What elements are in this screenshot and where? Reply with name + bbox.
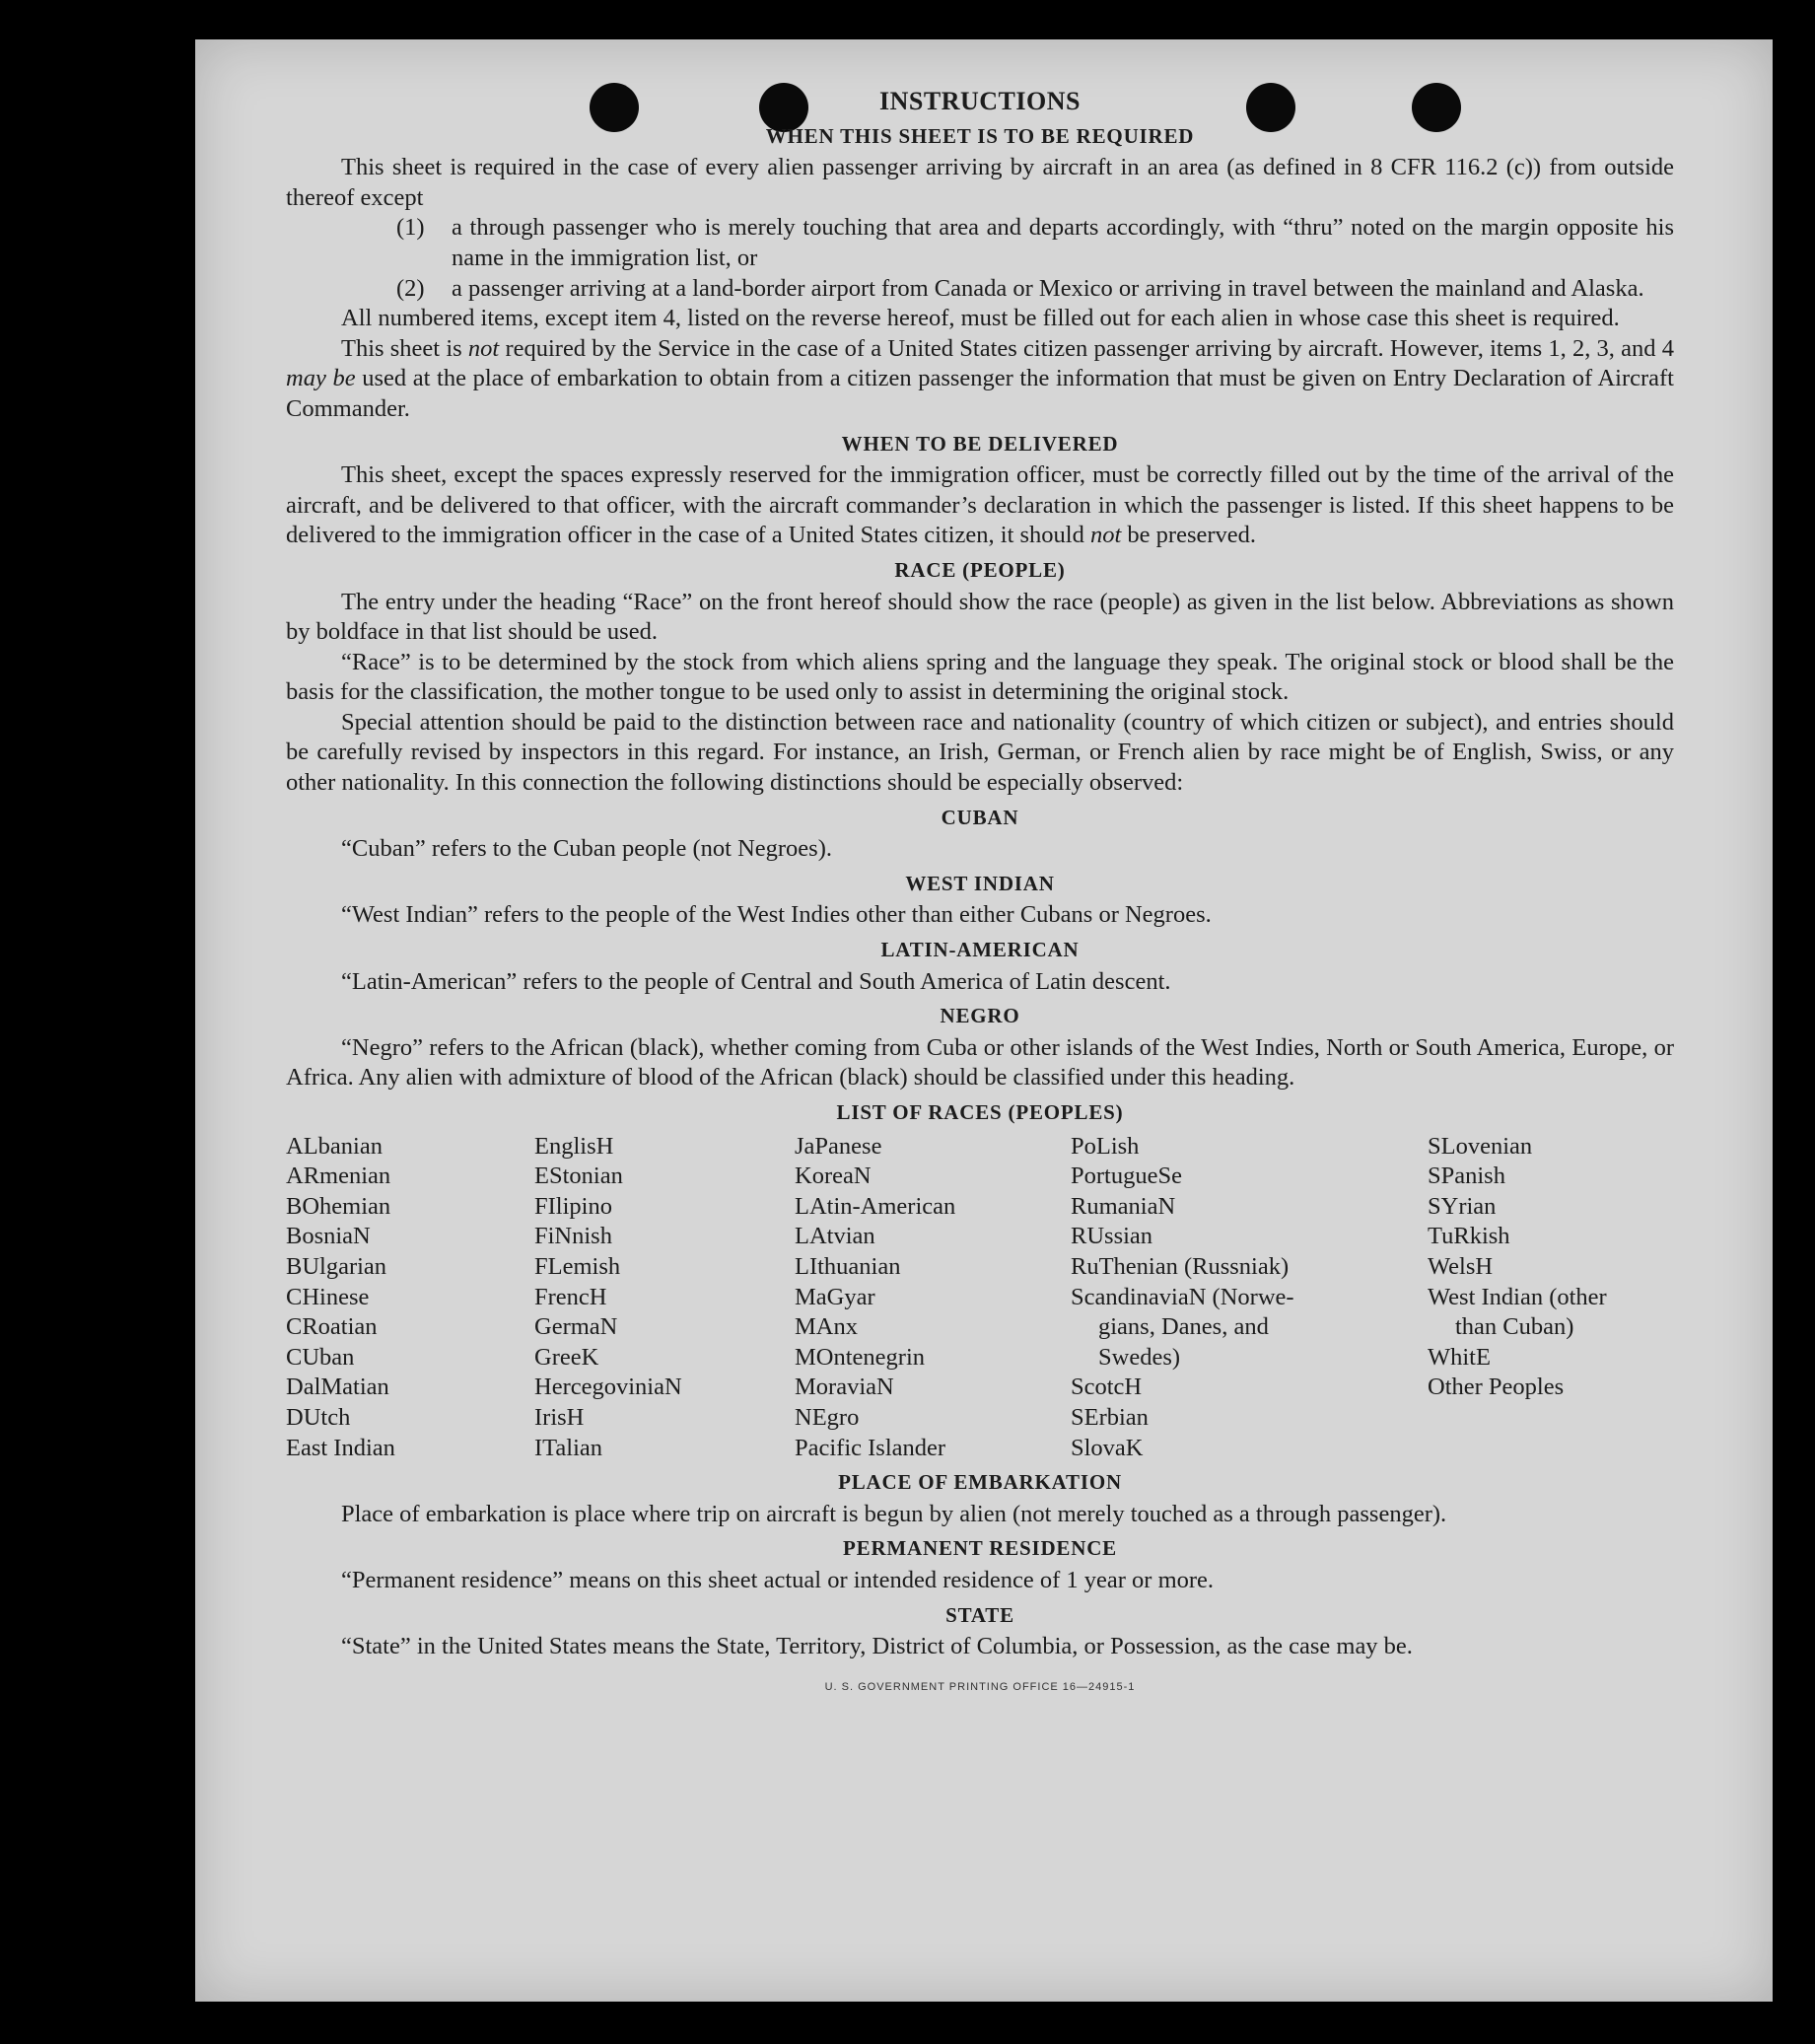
heading-list-of-races: LIST OF RACES (PEOPLES) (836, 1100, 1124, 1124)
paragraph: Special attention should be paid to the distinction between race and nationality (country of which citizen or subject), and entries should be carefully revised by inspectors in this regard. For instance, an Irish, German, or French alien by race might be of English, Swiss, or any other nationality. In this connection the following distinctions should be especially observed: (286, 708, 1674, 797)
race-entry: LAtvian (795, 1223, 875, 1250)
race-entry: ScandinaviaN (Norwe- (1071, 1283, 1294, 1310)
paragraph: All numbered items, except item 4, listed on the reverse hereof, must be filled out for each alien in whose case this sheet is required. (341, 305, 1620, 332)
heading-permanent-residence: PERMANENT RESIDENCE (843, 1536, 1117, 1561)
paragraph: “Cuban” refers to the Cuban people (not Negroes). (341, 835, 832, 863)
race-entry: IrisH (534, 1403, 585, 1431)
race-entry: than Cuban) (1455, 1313, 1574, 1341)
race-entry: SErbian (1071, 1403, 1149, 1431)
race-entry: East Indian (286, 1434, 395, 1461)
race-entry: EnglisH (534, 1132, 614, 1160)
race-entry: SlovaK (1071, 1434, 1144, 1461)
races-column (1428, 1132, 1674, 1464)
paragraph: The entry under the heading “Race” on the front hereof should show the race (people) as given in the list below. Abbreviations as shown by boldface in that list should be used. (286, 588, 1674, 646)
race-entry: West Indian (other (1428, 1283, 1607, 1310)
printer-imprint: U. S. GOVERNMENT PRINTING OFFICE 16—24915-1 (824, 1680, 1136, 1693)
heading-latin-american: LATIN-AMERICAN (880, 938, 1080, 962)
heading-when-delivered: WHEN TO BE DELIVERED (841, 431, 1119, 456)
race-entry: HercegoviniaN (534, 1374, 682, 1401)
paragraph: “Latin-American” refers to the people of Central and South America of Latin descent. (341, 967, 1171, 995)
race-entry: SPanish (1428, 1163, 1505, 1190)
paragraph: “Race” is to be determined by the stock from which aliens spring and the language they speak. The original stock or blood shall be the basis for the classification, the mother tongue to be used only to assist in determining the original stock. (286, 648, 1674, 706)
exception-text: a through passenger who is merely touching that area and departs accordingly, with “thru” noted on the margin opposite his name in the immigration list, or (452, 214, 1674, 271)
race-entry: ARmenian (286, 1163, 391, 1190)
race-entry: PortugueSe (1071, 1163, 1182, 1190)
race-entry: DUtch (286, 1403, 351, 1431)
races-list (286, 1132, 1674, 1464)
race-entry: LIthuanian (795, 1252, 901, 1280)
race-entry: ScotcH (1071, 1374, 1143, 1401)
paragraph: “Permanent residence” means on this sheet actual or intended residence of 1 year or more. (341, 1566, 1215, 1593)
race-entry: SYrian (1428, 1192, 1497, 1220)
race-entry: GreeK (534, 1343, 599, 1371)
race-entry: RuThenian (Russniak) (1071, 1252, 1290, 1280)
heading-cuban: CUBAN (941, 805, 1019, 829)
race-entry: FiNnish (534, 1223, 612, 1250)
race-entry: PoLish (1071, 1132, 1140, 1160)
race-entry: MoraviaN (795, 1374, 894, 1401)
paragraph: This sheet is not required by the Service in the case of a United States citizen passenger arriving by aircraft. However, items 1, 2, 3, and 4 may be used at the place of embarkation to obtain from a citizen passenger the information that must be given on Entry Declaration of Aircraft Commander. (286, 334, 1674, 422)
race-entry: JaPanese (795, 1132, 882, 1160)
heading-place-of-embarkation: PLACE OF EMBARKATION (838, 1470, 1122, 1495)
race-entry: CHinese (286, 1283, 370, 1310)
races-column (795, 1132, 1071, 1464)
race-entry: RumaniaN (1071, 1192, 1176, 1220)
heading-west-indian: WEST INDIAN (905, 871, 1055, 895)
race-entry: Swedes) (1098, 1343, 1181, 1371)
race-entry: CUban (286, 1343, 355, 1371)
race-entry: Pacific Islander (795, 1434, 946, 1461)
race-entry: DalMatian (286, 1374, 389, 1401)
race-entry: BOhemian (286, 1192, 391, 1220)
exception-item (396, 213, 1674, 273)
race-entry: CRoatian (286, 1313, 378, 1341)
instructions-content (286, 87, 1674, 1702)
race-entry: WelsH (1428, 1252, 1494, 1280)
exception-number: (1) (396, 214, 425, 242)
race-entry: MOntenegrin (795, 1343, 925, 1371)
races-column (534, 1132, 795, 1464)
paragraph: This sheet, except the spaces expressly reserved for the immigration officer, must be correctly filled out by the time of the arrival of the aircraft, and be delivered to that officer, with the aircraft commander’s declaration in which the passenger is listed. If this sheet happens to be delivered to the immigration officer in the case of a United States citizen, it should not be preserved. (286, 461, 1674, 549)
race-entry: MaGyar (795, 1283, 875, 1310)
race-entry: NEgro (795, 1403, 860, 1431)
race-entry: BUlgarian (286, 1252, 387, 1280)
race-entry: ITalian (534, 1434, 603, 1461)
races-column (1071, 1132, 1428, 1464)
race-entry: LAtin-American (795, 1192, 956, 1220)
race-entry: gians, Danes, and (1098, 1313, 1269, 1341)
paragraph: “State” in the United States means the State, Territory, District of Columbia, or Possession, as the case may be. (341, 1633, 1413, 1660)
race-entry: FLemish (534, 1252, 621, 1280)
race-entry: Other Peoples (1428, 1374, 1565, 1401)
paragraph: “West Indian” refers to the people of the West Indies other than either Cubans or Negroes. (341, 901, 1212, 929)
heading-state: STATE (945, 1602, 1014, 1627)
paragraph: “Negro” refers to the African (black), whether coming from Cuba or other islands of the West Indies, North or South America, Europe, or Africa. Any alien with admixture of blood of the African (black) should be classified under this heading. (286, 1033, 1674, 1092)
exception-number: (2) (396, 274, 425, 302)
document-page (195, 39, 1773, 2002)
paragraph: Place of embarkation is place where trip on aircraft is begun by alien (not merely touched as a through passenger). (341, 1500, 1447, 1527)
race-entry: FrencH (534, 1283, 607, 1310)
paragraph: This sheet is required in the case of every alien passenger arriving by aircraft in an area (as defined in 8 CFR 116.2 (c)) from outside thereof except (286, 154, 1674, 211)
exception-text: a passenger arriving at a land-border airport from Canada or Mexico or arriving in travel between the mainland and Alaska. (452, 274, 1644, 302)
race-entry: SLovenian (1428, 1132, 1533, 1160)
page-title: INSTRUCTIONS (879, 87, 1081, 115)
race-entry: KoreaN (795, 1163, 872, 1190)
race-entry: ALbanian (286, 1132, 383, 1160)
races-column (286, 1132, 534, 1464)
race-entry: RUssian (1071, 1223, 1153, 1250)
heading-negro: NEGRO (940, 1004, 1020, 1028)
race-entry: WhitE (1428, 1343, 1491, 1371)
exception-item (396, 274, 1674, 305)
heading-when-required: WHEN THIS SHEET IS TO BE REQUIRED (765, 123, 1195, 148)
race-entry: MAnx (795, 1313, 858, 1341)
race-entry: BosniaN (286, 1223, 371, 1250)
race-entry: FIlipino (534, 1192, 612, 1220)
race-entry: GermaN (534, 1313, 618, 1341)
race-entry: EStonian (534, 1163, 623, 1190)
heading-race: RACE (PEOPLE) (894, 557, 1066, 582)
race-entry: TuRkish (1428, 1223, 1510, 1250)
